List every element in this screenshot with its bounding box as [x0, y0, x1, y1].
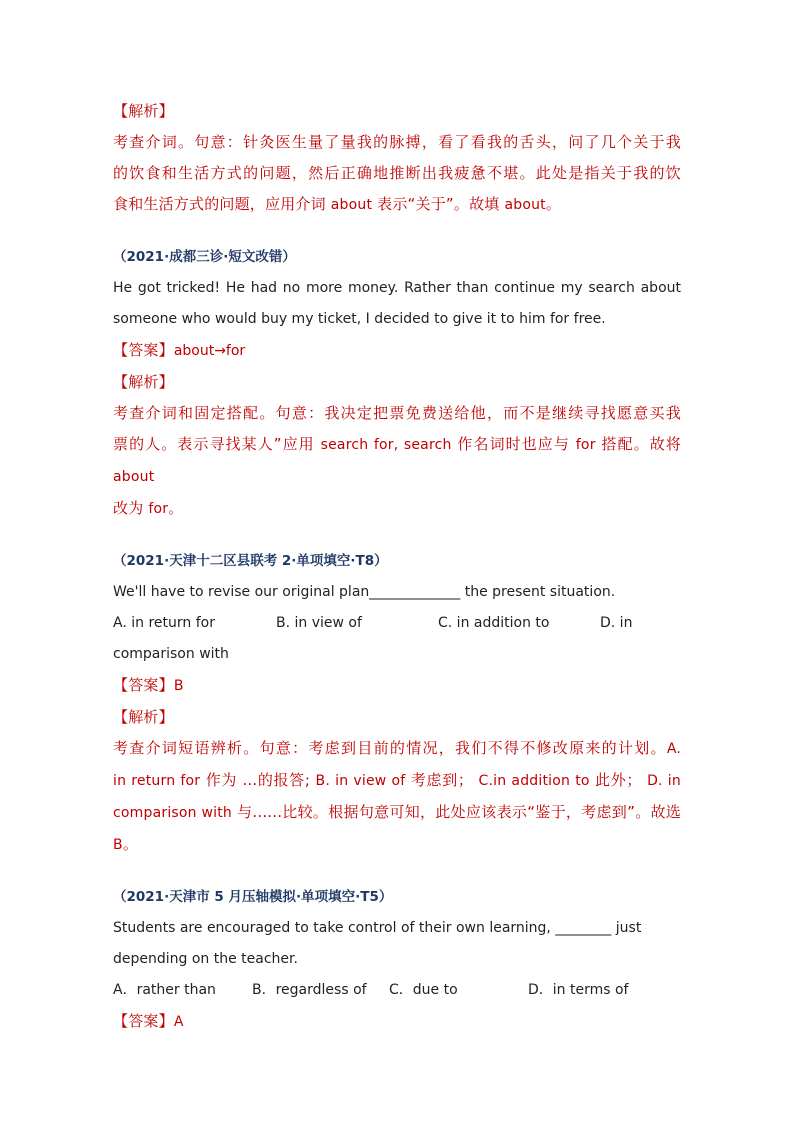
text-span: 作为 ...的报答;: [200, 771, 316, 789]
answer-value: about→for: [173, 343, 246, 359]
options-row: [113, 975, 681, 1006]
answer-value: A: [173, 1014, 184, 1030]
analysis-text-line: 考查介词和固定搭配。句意：我决定把票免费送给他，而不是继续寻找愿意买我: [113, 404, 681, 422]
answer-line: [113, 670, 681, 702]
question-stem: Students are encouraged to take control of their own learning, ________ just: [113, 920, 642, 936]
text-span: about: [113, 469, 155, 485]
analysis-text-line: [113, 733, 681, 765]
answer-line: [113, 1006, 681, 1038]
analysis-text-line: [113, 797, 681, 829]
text-span: 表示“关于”。故填: [372, 195, 505, 213]
text-span: B: [113, 837, 123, 853]
question-source: （2021·成都三诊·短文改错）: [113, 249, 296, 265]
options-row: [113, 608, 681, 639]
question-source: （2021·天津市 5 月压轴模拟·单项填空·T5）: [113, 889, 393, 905]
text-span: about: [330, 197, 373, 213]
question-stem: depending on the teacher.: [113, 951, 298, 967]
text-span: for: [575, 437, 596, 453]
question-source: （2021·天津十二区县联考 2·单项填空·T8）: [113, 553, 388, 569]
text-span: comparison with: [113, 805, 233, 821]
answer-value: B: [173, 678, 184, 694]
text-span: D. in: [647, 773, 681, 789]
option-a: A．rather than: [113, 982, 216, 998]
option-d-continued: comparison with: [113, 646, 229, 662]
analysis-text-line: [113, 829, 681, 861]
text-span: for: [148, 501, 169, 517]
option-c: C. in addition to: [438, 615, 550, 631]
analysis-text-line: 考查介词。句意：针灸医生量了量我的脉搏，看了看我的舌头，问了几个关于我: [113, 133, 681, 151]
answer-label: 【答案】: [113, 676, 174, 694]
text-span: in return for: [113, 773, 201, 789]
text-span: 。: [122, 835, 139, 853]
answer-line: [113, 335, 681, 367]
answer-label: 【答案】: [113, 1012, 174, 1030]
text-span: 。: [545, 195, 562, 213]
text-span: search for, search: [320, 437, 452, 453]
text-span: 。: [168, 499, 184, 517]
answer-label: 【答案】: [113, 341, 174, 359]
analysis-text-line: 的饮食和生活方式的问题，然后正确地推断出我疲惫不堪。此处是指关于我的饮: [113, 164, 681, 182]
text-span: 作名词时也应与: [451, 435, 576, 453]
text-span: A.: [666, 741, 681, 757]
analysis-text-line: [113, 189, 681, 221]
text-span: 改为: [113, 499, 149, 517]
option-b: B. in view of: [276, 615, 362, 631]
text-span: 此外；: [589, 771, 648, 789]
option-c: C．due to: [389, 982, 458, 998]
analysis-text-line: [113, 493, 681, 525]
analysis-text-line: [113, 429, 681, 493]
analysis-text-line: [113, 765, 681, 797]
option-a: A. in return for: [113, 615, 215, 631]
option-d: D．in terms of: [528, 982, 629, 998]
document-content: [113, 96, 681, 1038]
option-d: D. in: [600, 615, 633, 631]
question-text-line: He got tricked! He had no more money. Rather than continue my search about: [113, 280, 681, 296]
option-b: B．regardless of: [252, 982, 367, 998]
text-span: B. in view of: [315, 773, 406, 789]
text-span: C.in addition to: [478, 773, 590, 789]
text-span: 票的人。表示寻找某人”应用: [113, 435, 321, 453]
analysis-label: 【解析】: [113, 373, 174, 391]
question-stem: We'll have to revise our original plan_____________ the present situation.: [113, 584, 616, 600]
analysis-label: 【解析】: [113, 102, 174, 120]
text-span: 搭配。故将: [595, 435, 682, 453]
text-span: 考查介词短语辨析。句意：考虑到目前的情况，我们不得不修改原来的计划。: [113, 739, 667, 757]
text-span: 食和生活方式的问题，应用介词: [113, 195, 331, 213]
analysis-label: 【解析】: [113, 708, 174, 726]
text-span: 与......比较。根据句意可知，此处应该表示“鉴于，考虑到”。故选: [232, 803, 682, 821]
text-span: 考虑到；: [405, 771, 479, 789]
question-text-line: someone who would buy my ticket, I decided to give it to him for free.: [113, 311, 606, 327]
text-span: about: [504, 197, 546, 213]
